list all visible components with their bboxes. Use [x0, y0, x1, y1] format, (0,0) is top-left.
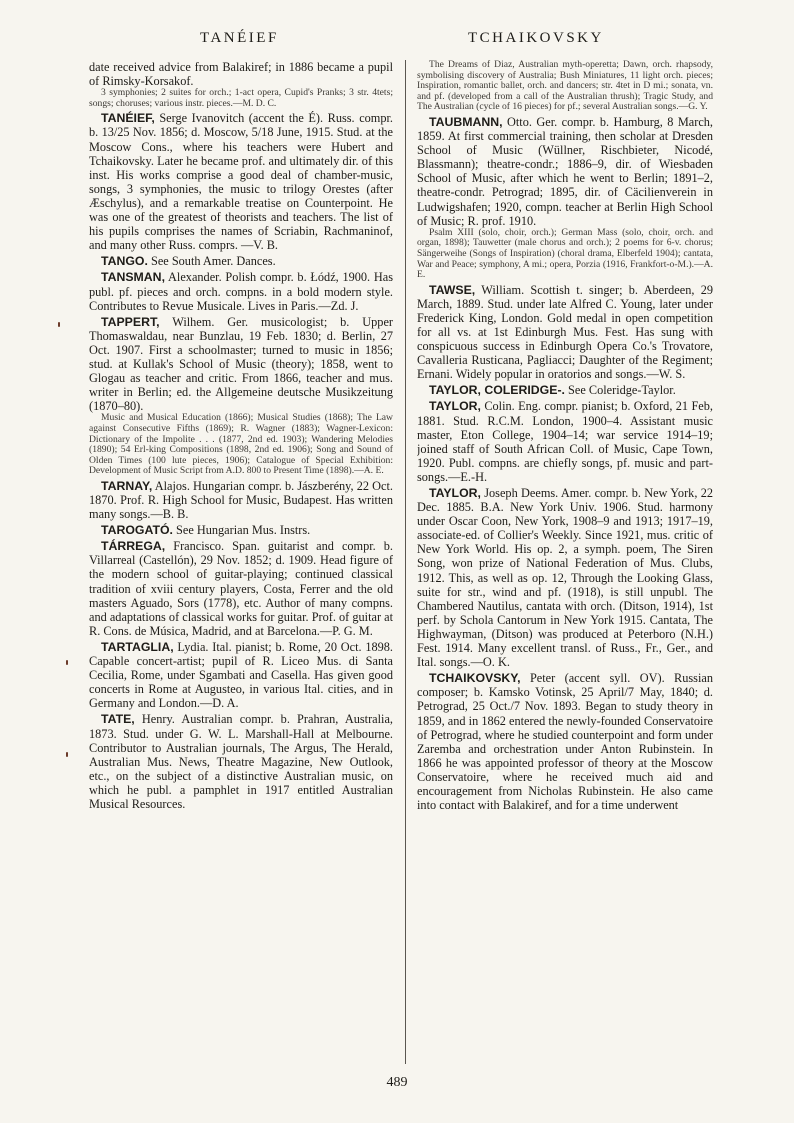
entry-body: Alajos. Hungarian compr. b. Jászberény, 22 Oct. 1870. Prof. R. High School for Music, Budapest. Has written many songs.—B. B.	[89, 478, 393, 522]
works-note: The Dreams of Diaz, Australian myth-operetta; Dawn, orch. rhapsody, symbolising discovery of Australia; Bush Miniatures, 11 light orch. pieces; Inspiration, romantic ballet, orch. and dancers; str. 4tet in D mi.; sonata, vn. and pf. (developed from a call of the Australian thrush); Tragic Study, and The Australian (cycle of 16 pieces) for pf.; several Australian songs.—G. Y.	[417, 60, 713, 113]
entry-taylor-colin	[417, 399, 713, 484]
entry-headword: TAYLOR,	[429, 486, 481, 500]
entry-tartaglia	[89, 640, 393, 710]
entry-headword: TARNAY,	[101, 478, 153, 493]
entry-headword: TANSMAN,	[101, 270, 165, 285]
entry-body: See Hungarian Mus. Instrs.	[176, 523, 311, 538]
entry-body: Otto. Ger. compr. b. Hamburg, 8 March, 1859. At first commercial training, then scholar at Dresden School of Music (Wüllner, Rischbieter, Nicodé, Blassmann); theatre-condr.; 1886–9, dir. of Wiesbaden School of Music, after which he went to Berlin; 1891–2, theatre-condr. Petrograd; 1895, dir. of Cäcilienverein in Ludwigshafen; 1920, compn. teacher at Berlin High School of Music; R. prof. 1910.	[417, 114, 713, 228]
entry-taylor-coleridge	[417, 383, 713, 397]
entry-tchaikovsky	[417, 671, 713, 812]
entry-continuation	[417, 60, 713, 113]
works-note: 3 symphonies; 2 suites for orch.; 1-act opera, Cupid's Pranks; 3 str. 4tets; songs; choruses; various instr. pieces.—M. D. C.	[89, 87, 393, 109]
entry-headword: TAWSE,	[429, 282, 476, 297]
entry-body: Colin. Eng. compr. pianist; b. Oxford, 21 Feb, 1881. Stud. R.C.M. London, 1900–4. Assistant music master, Eton College, 1904–14; war service 1914–19; joined staff of South African Coll. of Music, Cape Town, 1920. Publ. compns. are chiefly songs, pf. music and part-songs.—E.-H.	[417, 399, 713, 484]
entry-tappert	[89, 315, 393, 477]
entry-headword: TAYLOR,	[429, 399, 481, 414]
entry-headword: TAUBMANN,	[429, 114, 503, 129]
entry-headword: TANÉIEF,	[101, 111, 155, 126]
entry-body: William. Scottish t. singer; b. Aberdeen, 29 March, 1889. Stud. under late Alfred C. Young, later under Frederick King, London. Gold medal in open competition for all vs. at 1st Edinburgh Mus. Fest. Has sung with conspicuous success in Edinburgh Opera Co.'s Trovatore, Cavalleria Rusticana, Pagliacci; Daughter of the Regiment; Ernani. Widely popular in oratorios and songs.—W. S.	[417, 282, 713, 382]
entry-taylor-joseph-deems	[417, 486, 713, 669]
entry-tawse	[417, 283, 713, 382]
entry-taneief	[89, 111, 393, 252]
entry-body: Wilhem. Ger. musicologist; b. Upper Thomaswaldau, near Bunzlau, 19 Feb. 1830; d. Berlin, 27 Oct. 1907. First a schoolmaster; turned to music in 1856; stud. at Kullak's School of Music (theory); 1858, went to Glogau as teacher and critic. From 1866, teacher and mus. writer in Berlin; ed. the Allgemeine deutsche Musikzeitung (1870–80).	[89, 314, 393, 414]
entry-taubmann	[417, 115, 713, 281]
entry-tarnay	[89, 479, 393, 521]
entry-tate	[89, 712, 393, 811]
entry-body: See Coleridge-Taylor.	[568, 383, 676, 398]
margin-mark	[58, 322, 60, 327]
entry-tarrega	[89, 539, 393, 638]
entry-body: Henry. Australian compr. b. Prahran, Australia, 1873. Stud. under G. W. L. Marshall-Hall at Melbourne. Contributor to Australian journals, The Argus, The Herald, Australian Mus. News, Theatre Magazine, New Outlook, etc., on the subject of a distinctive Australian music, on which he publ. a pamphlet in 1917 entitled Australian Musical Resources.	[89, 712, 393, 811]
entry-headword: TÁRREGA,	[101, 539, 166, 554]
works-note: Music and Musical Education (1866); Musical Studies (1868); The Law against Consecutive Fifths (1869); R. Wagner (1883); Wagner-Lexicon: Dictionary of the Impolite . . . (1877, 2nd ed. 1903); Wandering Melodies (1890); 54 Erl-king Compositions (1898, 2nd ed. 1906); Song and Sound of Olden Times (100 lute pieces, 1906); Catalogue of Special Exhibition: Development of Music Script from A.D. 800 to Present Time (1898).—A. E.	[89, 412, 393, 477]
entry-body: See South Amer. Dances.	[150, 254, 276, 269]
left-column	[89, 60, 393, 1037]
page-number: 489	[386, 1075, 408, 1090]
running-head-left: TANÉIEF	[200, 30, 279, 46]
entry-headword: TAROGATÓ.	[101, 523, 173, 538]
entry-tango	[89, 254, 393, 268]
entry-body: Lydia. Ital. pianist; b. Rome, 20 Oct. 1898. Capable concert-artist; pupil of R. Liceo Mus. di Santa Cecilia, Rome, under Sgambati and Casella. Has given good concerts in Rome at Augusteo, in various Ital. cities, and in Germany and London.—D. A.	[89, 639, 393, 711]
entry-body: Serge Ivanovitch (accent the É). Russ. compr. b. 13/25 Nov. 1856; d. Moscow, 5/18 June, 1915. Stud. at the Moscow Cons., where his teachers were Hubert and Tchaikovsky. Later he became prof. and ultimately dir. of this inst. His works comprise a good deal of chamber-music, songs, 3 symphonies, the music to trilogy Orestes (after Æschylus), and a remarkable treatise on Counterpoint. He was one of the greatest of theorists and teachers. The list of his pupils comprises the names of Scriabin, Rachmaninof, and many other Russ. comprs. —V. B.	[89, 111, 393, 253]
entry-body: Francisco. Span. guitarist and compr. b. Villarreal (Castellón), 29 Nov. 1852; d. 1909. Head figure of the modern school of guitar-playing; continued classical tradition of xviii century players, Costa, Ferrer and the old masters Aguado, Sors (1778), etc. Author of many compns. and adaptations of classical works for guitar. Prof. of guitar at R. Cons. de Música, Madrid, and at Barcelona.—P. G. M.	[89, 539, 393, 638]
entry-body: Joseph Deems. Amer. compr. b. New York, 22 Dec. 1885. B.A. New York Univ. 1906. Stud. harmony under Oscar Coon, New York, 1908–9 and 1913; 1917–19, associate-ed. of Collier's Weekly. Since 1921, mus. critic of New York World. His op. 2, a symph. poem, The Siren Song, won prize of National Federation of Mus. Clubs, 1912. This, as well as op. 12, Through the Looking Glass, suite for str., wind and pf. (1918), is still unpubl. The Chambered Nautilus, cantata with orch. (Ditson, 1914), 1st perf. by Schola Cantorum in New York 1915. Cantata, The Highwayman, (Ditson) was produced at Peterboro (N.H.) Fest. 1914. Many excellent transl. of Russ., Fr., Ger., and Ital. songs.—O. K.	[417, 486, 713, 670]
entry-body: Peter (accent syll. OV). Russian composer; b. Kamsko Votinsk, 25 April/7 May, 1840; d. Petrograd, 25 Oct./7 Nov. 1893. Began to study theory in 1859, and in 1862 entered the newly-founded Conservatoire of Petrograd, where he studied counterpoint and form under Zaremba and orchestration under Anton Rubinstein. In 1866 he was appointed professor of theory at the Moscow Conservatoire, where he received much aid and encouragement from Nicholas Rubinstein. He also came into contact with Balakiref, and for a time underwent	[417, 671, 713, 813]
column-rule	[405, 60, 406, 1064]
right-column	[417, 60, 713, 1037]
entry-body: date received advice from Balakiref; in 1886 became a pupil of Rimsky-Korsakof.	[89, 60, 393, 89]
running-head-right: TCHAIKOVSKY	[468, 30, 604, 46]
entry-tarogato	[89, 523, 393, 537]
entry-headword: TANGO.	[101, 254, 148, 269]
entry-body: Alexander. Polish compr. b. Łódź, 1900. Has publ. pf. pieces and orch. compns. in a bold modern style. Contributes to Revue Musicale. Lives in Paris.—Zd. J.	[89, 270, 393, 313]
entry-headword: TAPPERT,	[101, 314, 160, 329]
works-note: Psalm XIII (solo, choir, orch.); German Mass (solo, choir, orch. and organ, 1898); Tauwetter (male chorus and orch.); 2 poems for 6-v. chorus; Sängerweihe (Songs of Inspiration) (choral drama, Elberfeld 1904); cantata, War and Peace; symphony, A mi.; opera, Porzia (1916, Frankfort-o-M.).—A. E.	[417, 226, 713, 281]
entry-headword: TATE,	[101, 712, 135, 727]
margin-mark	[66, 660, 68, 665]
entry-continuation	[89, 60, 393, 109]
entry-headword: TCHAIKOVSKY,	[429, 671, 521, 686]
entry-tansman	[89, 270, 393, 312]
entry-headword: TARTAGLIA,	[101, 639, 174, 654]
margin-mark	[66, 752, 68, 757]
entry-headword: TAYLOR, COLERIDGE-.	[429, 383, 565, 398]
